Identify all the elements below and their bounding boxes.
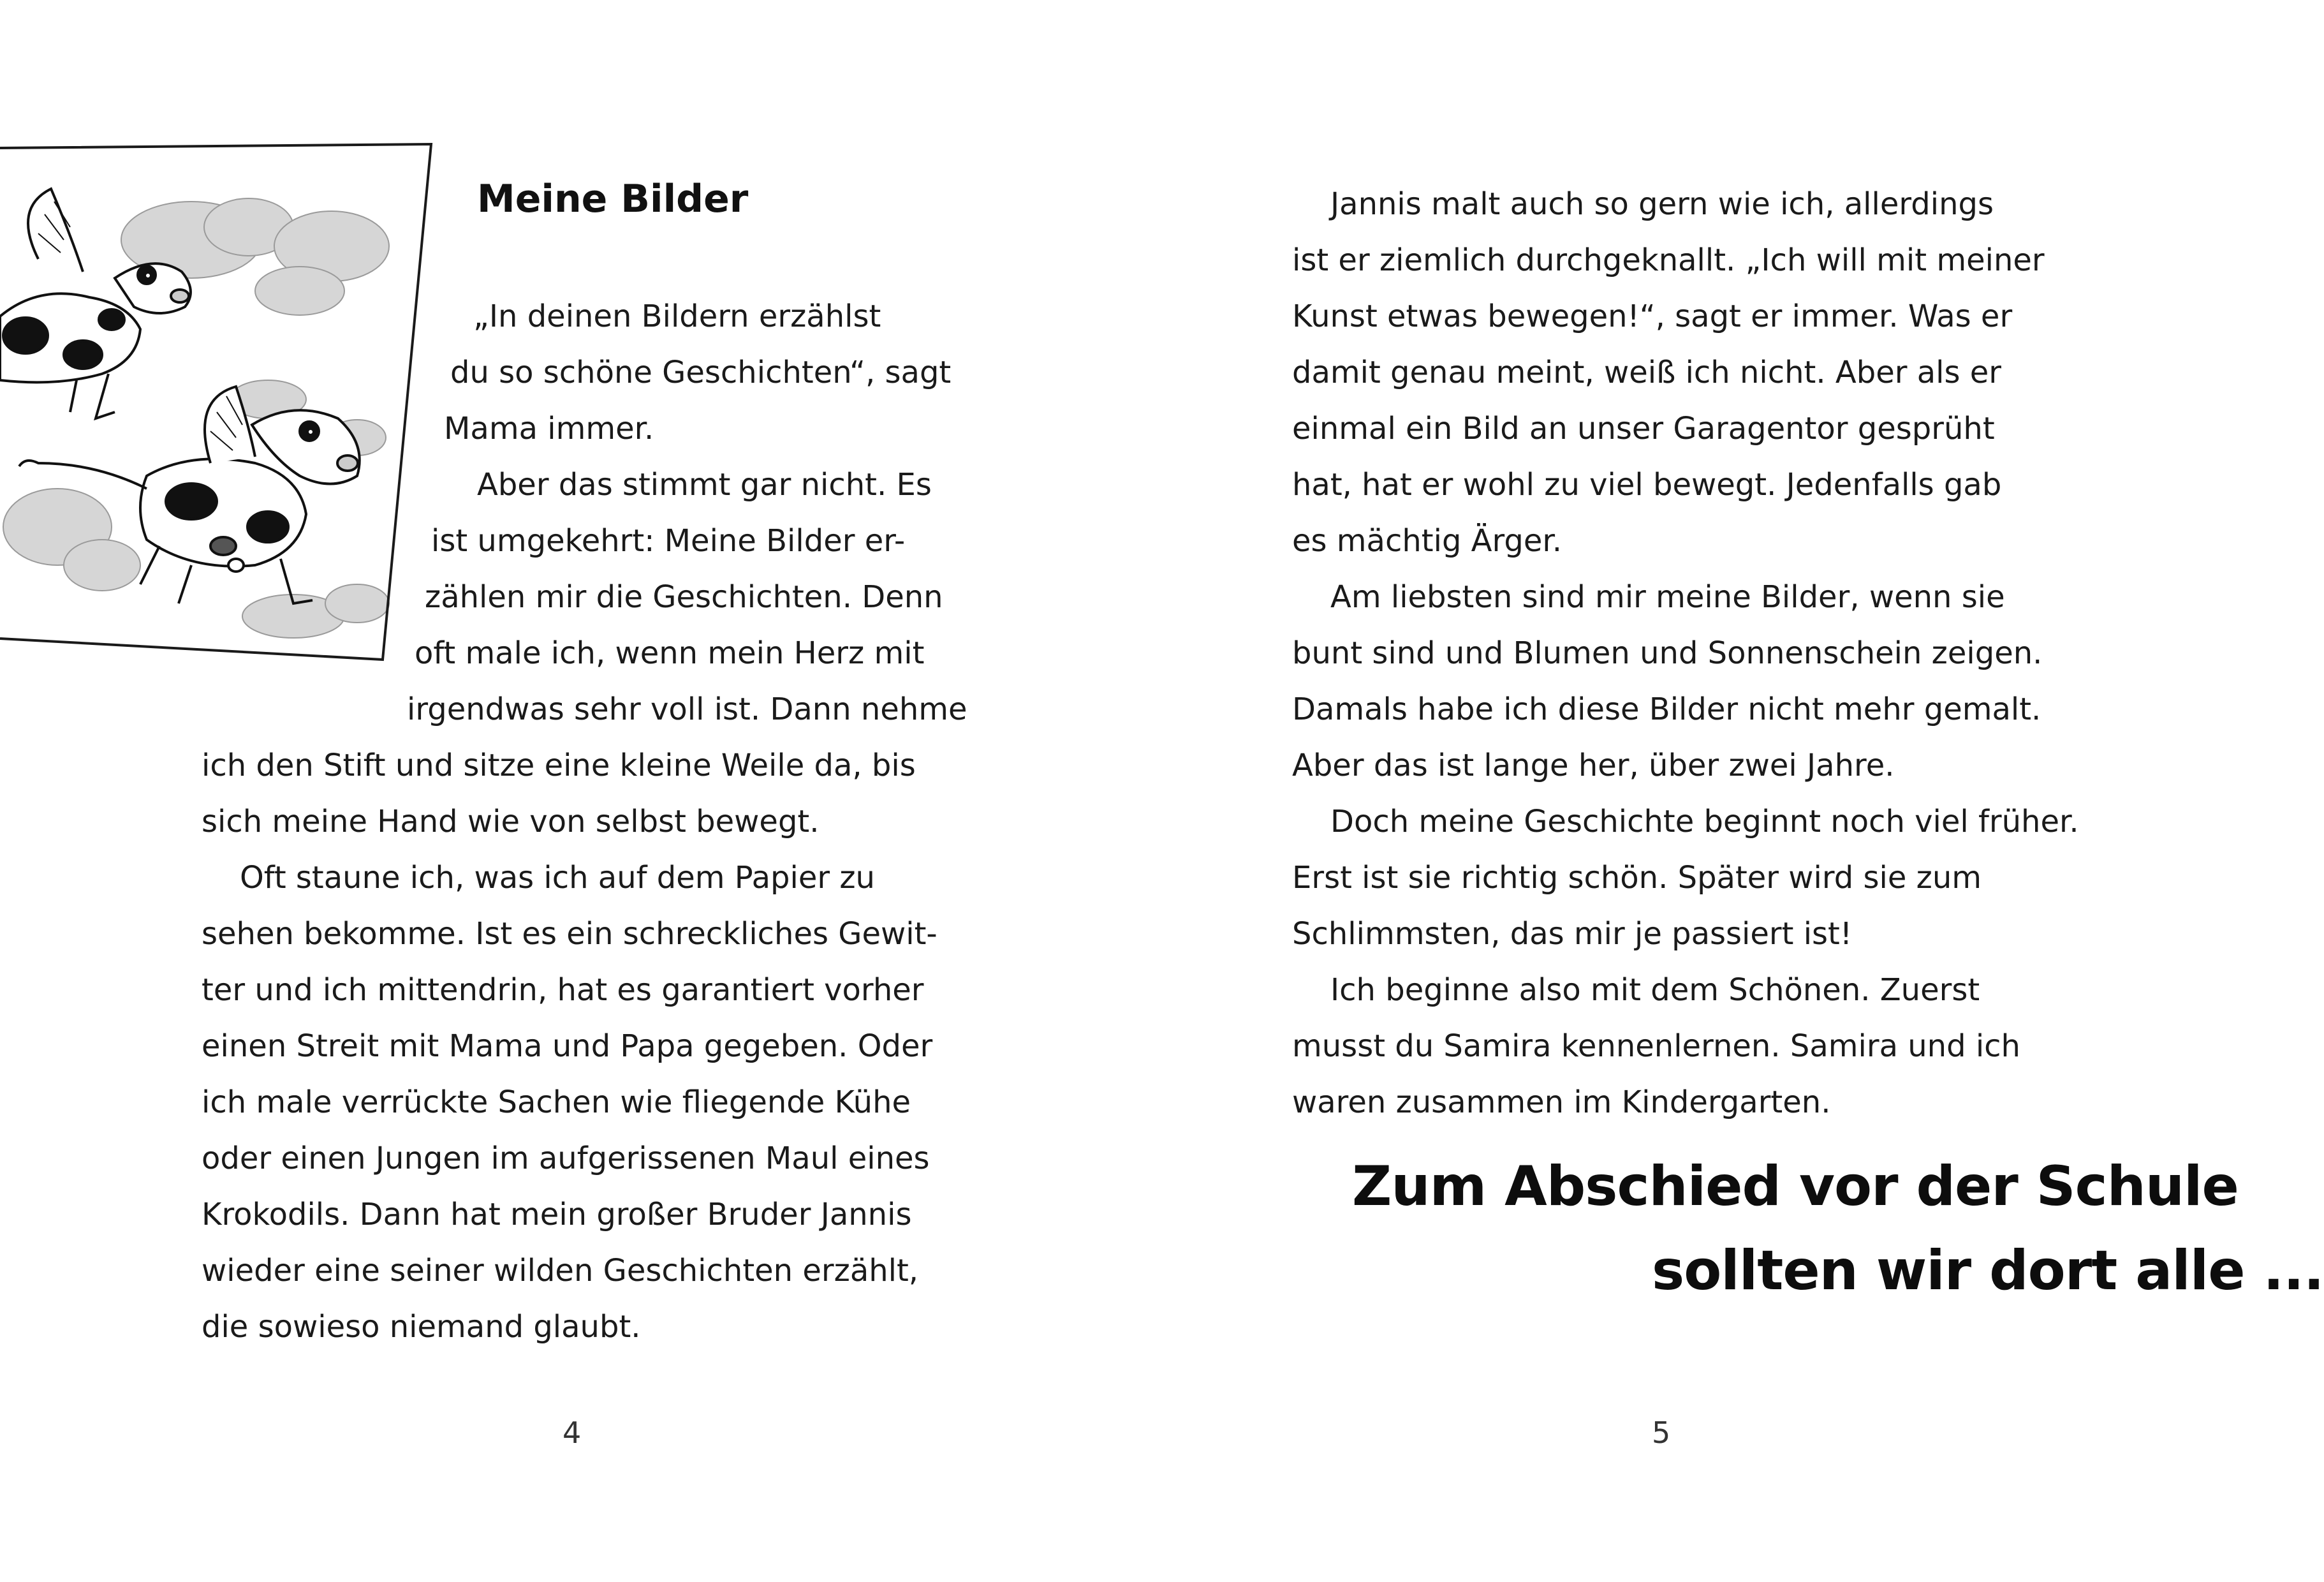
right-text-line: Erst ist sie richtig schön. Später wird sie zum [1292, 860, 1982, 896]
left-text-line: zählen mir die Geschichten. Denn [425, 579, 943, 615]
handwritten-line-1: Zum Abschied vor der Schule [1352, 1155, 2239, 1218]
left-text-line: irgendwas sehr voll ist. Dann nehme [407, 691, 967, 727]
left-text-line: Mama immer. [444, 411, 654, 447]
left-text-line: ist umgekehrt: Meine Bilder er- [431, 523, 906, 559]
handwritten-line-2: sollten wir dort alle ... [1652, 1239, 2324, 1303]
right-text-line: einmal ein Bild an unser Garagentor gesprüht [1292, 411, 1995, 447]
right-text-line: hat, hat er wohl zu viel bewegt. Jedenfalls gab [1292, 467, 2002, 503]
left-text-line: du so schöne Geschichten“, sagt [450, 355, 952, 390]
flying-cows-illustration-icon [0, 144, 440, 677]
right-text-line: Damals habe ich diese Bilder nicht mehr gemalt. [1292, 691, 2041, 727]
right-text-line: ist er ziemlich durchgeknallt. „Ich will mit meiner [1292, 242, 2045, 278]
left-text-line: „In deinen Bildern erzählst [473, 299, 881, 334]
left-text-line: sehen bekomme. Ist es ein schreckliches Gewit- [202, 916, 938, 952]
right-text-line: Schlimmsten, das mir je passiert ist! [1292, 916, 1853, 952]
right-text-line: damit genau meint, weiß ich nicht. Aber als er [1292, 355, 2001, 390]
right-text-line: Jannis malt auch so gern wie ich, allerdings [1330, 186, 1994, 222]
left-text-line: ich den Stift und sitze eine kleine Weile da, bis [202, 748, 916, 783]
page-number-left: 4 [563, 1416, 582, 1450]
right-text-line: es mächtig Ärger. [1292, 523, 1562, 559]
right-text-line: Am liebsten sind mir meine Bilder, wenn sie [1330, 579, 2005, 615]
left-text-line: sich meine Hand wie von selbst bewegt. [202, 804, 820, 839]
right-text-line: Aber das ist lange her, über zwei Jahre. [1292, 748, 1895, 783]
left-text-line: oft male ich, wenn mein Herz mit [415, 635, 925, 671]
left-text-line: einen Streit mit Mama und Papa gegeben. Oder [202, 1028, 933, 1064]
left-text-line: Krokodils. Dann hat mein großer Bruder Jannis [202, 1197, 912, 1232]
right-text-line: Doch meine Geschichte beginnt noch viel früher. [1330, 804, 2079, 839]
left-text-line: wieder eine seiner wilden Geschichten erzählt, [202, 1253, 919, 1289]
right-text-line: Ich beginne also mit dem Schönen. Zuerst [1330, 972, 1980, 1008]
right-text-line: waren zusammen im Kindergarten. [1292, 1084, 1831, 1120]
left-text-line: oder einen Jungen im aufgerissenen Maul eines [202, 1141, 930, 1176]
right-text-line: musst du Samira kennenlernen. Samira und ich [1292, 1028, 2020, 1064]
chapter-title: Meine Bilder [477, 177, 749, 221]
left-text-line: Aber das stimmt gar nicht. Es [477, 467, 932, 503]
right-text-line: bunt sind und Blumen und Sonnenschein zeigen. [1292, 635, 2043, 671]
right-text-line: Kunst etwas bewegen!“, sagt er immer. Was er [1292, 299, 2013, 334]
left-text-line: die sowieso niemand glaubt. [202, 1309, 641, 1345]
left-text-line: ter und ich mittendrin, hat es garantiert vorher [202, 972, 924, 1008]
left-text-line: ich male verrückte Sachen wie fliegende Kühe [202, 1084, 911, 1120]
page-number-right: 5 [1652, 1416, 1671, 1450]
left-text-line: Oft staune ich, was ich auf dem Papier zu [240, 860, 875, 896]
